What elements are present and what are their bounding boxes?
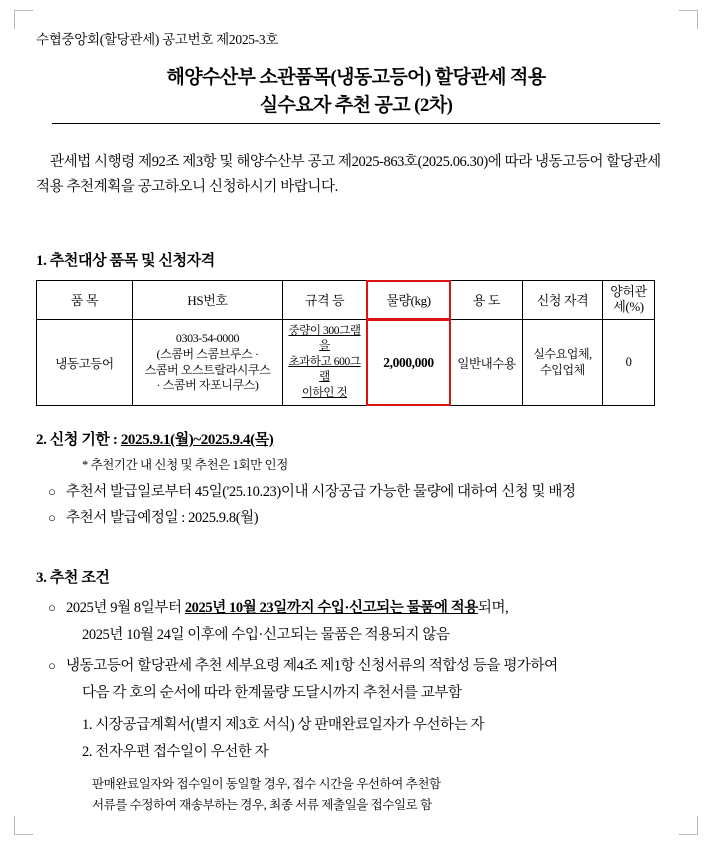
cell-quantity bbox=[367, 319, 451, 406]
cell-tariff: 0 bbox=[603, 319, 655, 406]
section-3-item-2 bbox=[36, 653, 676, 680]
th-tariff: 양허관세(%) bbox=[603, 280, 655, 319]
table-row bbox=[37, 319, 655, 406]
title-line-2: 실수요자 추천 공고 (2차) bbox=[259, 94, 453, 116]
item-1-suffix: 되며, bbox=[477, 600, 509, 617]
section-3-footnote-1: 판매완료일자와 접수일이 동일할 경우, 접수 시간을 우선하여 추천함 bbox=[92, 777, 441, 792]
title-underline bbox=[52, 123, 660, 124]
cell-eligibility bbox=[523, 319, 603, 406]
th-hs-code: HS번호 bbox=[133, 280, 283, 319]
recommendation-items-table bbox=[36, 280, 655, 406]
cell-hs-code bbox=[133, 319, 283, 406]
intro-paragraph: 관세법 시행령 제92조 제3항 및 해양수산부 공고 제2025-863호(2025.06.30)에 따라 냉동고등어 할당관세 적용 추천계획을 공고하오니 신청하시기 바랍니다. bbox=[36, 154, 661, 196]
section-3-item-2-line-1: ○ 냉동고등어 할당관세 추천 세부요령 제4조 제1항 신청서류의 적합성 등을 평가하여 bbox=[66, 658, 558, 674]
hs-code-line-3: 스콤버 오스트랄라시쿠스 bbox=[144, 362, 271, 377]
th-spec: 규격 등 bbox=[283, 280, 367, 319]
section-2-period: 2025.9.1(월)~2025.9.4(목) bbox=[120, 432, 274, 449]
crop-mark-bottom-left bbox=[14, 816, 33, 835]
document-title bbox=[36, 64, 676, 124]
section-2-item-2-text: ○ 추천서 발급예정일 : 2025.9.8(월) bbox=[66, 510, 258, 526]
section-2-note: * 추천기간 내 신청 및 추천은 1회만 인정 bbox=[82, 458, 288, 473]
hs-code-line-2: (스콤버 스콤브루스 · bbox=[156, 346, 259, 361]
section-3-sub-2: 2. 전자우편 접수일이 우선한 자 bbox=[82, 744, 269, 761]
section-3-item-1-line-2: 2025년 10월 24일 이후에 수입·신고되는 물품은 적용되지 않음 bbox=[82, 626, 450, 643]
spec-line-3: 이하인 것 bbox=[301, 386, 348, 399]
section-2-heading bbox=[36, 428, 676, 449]
section-2-heading-prefix: 2. 신청 기한 : bbox=[36, 432, 121, 449]
title-line-1: 해양수산부 소관품목(냉동고등어) 할당관세 적용 bbox=[166, 67, 546, 88]
item-1-prefix: 2025년 9월 8일부터 bbox=[66, 600, 185, 617]
section-3-heading: 3. 추천 조건 bbox=[36, 570, 110, 587]
cell-spec bbox=[283, 319, 367, 406]
spec-line-2: 초과하고 600그램 bbox=[288, 355, 361, 384]
crop-mark-top-left bbox=[14, 10, 33, 29]
section-3-item-1 bbox=[36, 595, 676, 622]
section-3-item-2-line-2: 다음 각 호의 순서에 따라 한계물량 도달시까지 추천서를 교부함 bbox=[82, 684, 462, 701]
cell-item: 냉동고등어 bbox=[37, 319, 133, 406]
eligibility-line-2: 수입업체 bbox=[540, 362, 585, 377]
hs-code-line-1: 0303-54-0000 bbox=[175, 331, 240, 346]
crop-mark-bottom-right bbox=[679, 816, 698, 835]
cell-use: 일반내수용 bbox=[451, 319, 523, 406]
section-3-sub-1: 1. 시장공급계획서(별지 제3호 서식) 상 판매완료일자가 우선하는 자 bbox=[82, 717, 485, 734]
crop-mark-top-right bbox=[679, 10, 698, 29]
spec-line-1: 중량이 300그램을 bbox=[288, 324, 361, 353]
th-item: 품 목 bbox=[37, 280, 133, 319]
eligibility-line-1: 실수요업체, bbox=[533, 346, 592, 361]
th-use: 용 도 bbox=[451, 280, 523, 319]
document-number: 수협중앙회(할당관세) 공고번호 제2025-3호 bbox=[36, 32, 279, 47]
section-2-item-2 bbox=[36, 505, 676, 532]
document-body bbox=[36, 28, 676, 817]
quantity-value: 2,000,000 bbox=[383, 354, 434, 370]
section-2-item-1-text: ○ 추천서 발급일로부터 45일('25.10.23)이내 시장공급 가능한 물량에 대하여 신청 및 배정 bbox=[66, 484, 576, 500]
section-1-heading: 1. 추천대상 품목 및 신청자격 bbox=[36, 252, 215, 269]
table-header-row bbox=[37, 280, 655, 319]
section-3-item-1-line-1 bbox=[66, 600, 508, 616]
th-quantity bbox=[367, 280, 451, 319]
section-3-footnote-2: 서류를 수정하여 재송부하는 경우, 최종 서류 제출일을 접수일로 함 bbox=[92, 798, 432, 813]
th-eligibility: 신청 자격 bbox=[523, 280, 603, 319]
item-1-emphasis: 2025년 10월 23일까지 수입·신고되는 물품에 적용 bbox=[184, 600, 478, 617]
section-2-item-1 bbox=[36, 479, 676, 506]
th-quantity-label: 물량(kg) bbox=[386, 293, 431, 309]
hs-code-line-4: · 스콤버 자포니쿠스) bbox=[156, 378, 259, 393]
